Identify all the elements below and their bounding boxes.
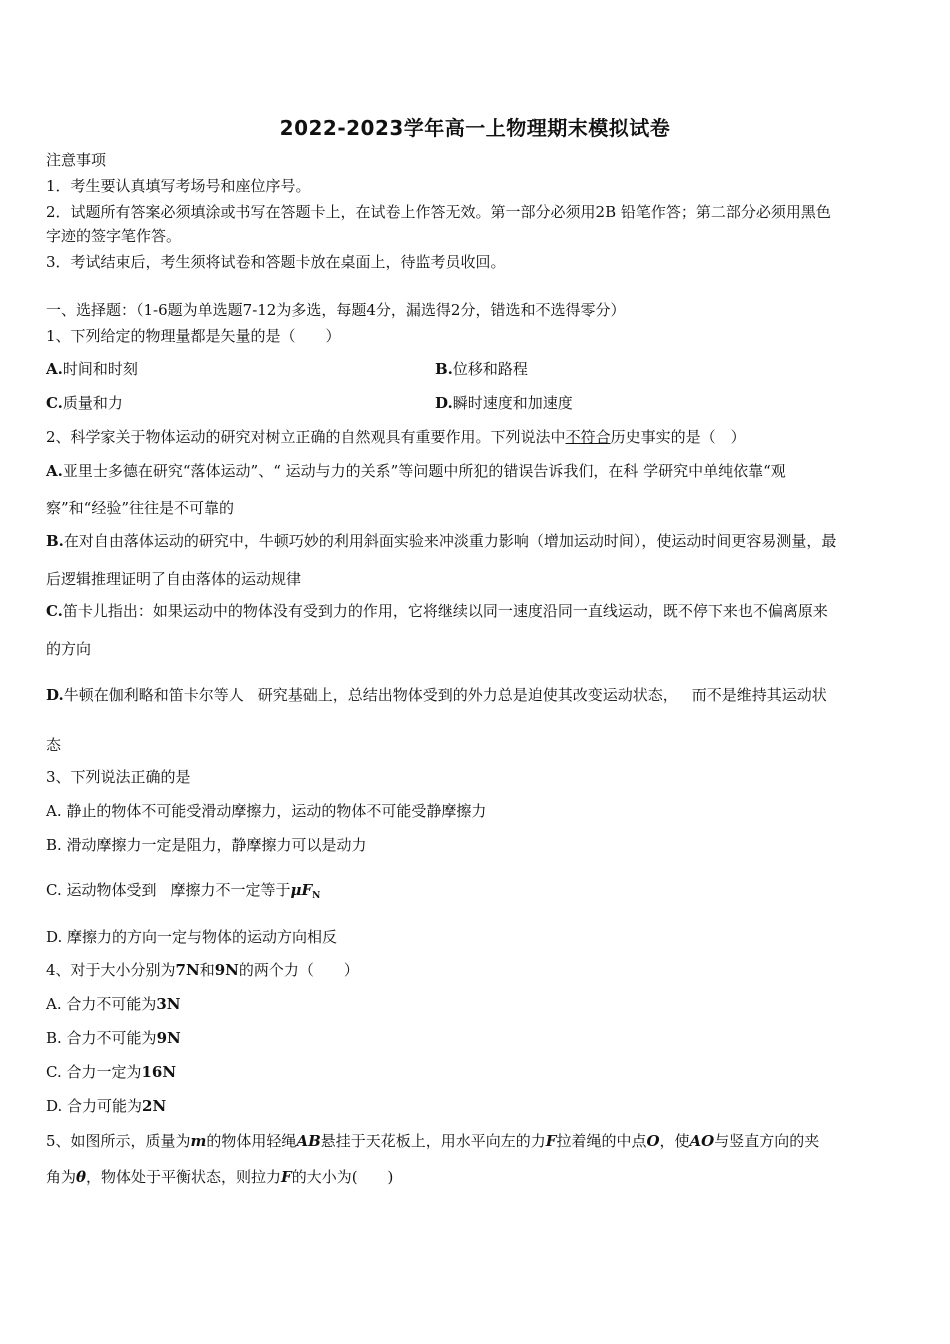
q4-option-c xyxy=(46,1062,908,1082)
q5-text: ，使 xyxy=(659,1132,690,1150)
var-theta: θ xyxy=(76,1168,87,1186)
option-text: 位移和路程 xyxy=(452,360,528,378)
option-text: 笛卡儿指出：如果运动中的物体没有受到力的作用，它将继续以同一速度沿同一直线运动，既不停下来也不偏离原来 xyxy=(62,602,828,620)
option-label: C. xyxy=(46,602,63,620)
option-text: A. 合力不可能为 xyxy=(46,995,157,1013)
option-text: C. 运动物体受到 xyxy=(46,881,157,899)
q2-option-b xyxy=(46,531,908,551)
q2-stem-tail: 历史事实的是（ ） xyxy=(610,428,746,446)
q3-option-b: B. 滑动摩擦力一定是阻力，静摩擦力可以是动力 xyxy=(46,836,367,854)
q2-option-d xyxy=(46,685,908,705)
option-label: C. xyxy=(46,394,63,412)
option-text: 亚里士多德在研究“落体运动”、“ 运动与力的关系”等问题中所犯的错误告诉我们，在科 学研究中单纯依靠“观 xyxy=(62,462,786,480)
q2-option-d-cont: 态 xyxy=(46,736,62,754)
q2-option-a-cont: 察”和“经验”往往是不可靠的 xyxy=(46,499,235,517)
note-item-2: 2．试题所有答案必须填涂或书写在答题卡上，在试卷上作答无效。第一部分必须用2B 铅笔作答；第二部分必须用黑色 xyxy=(46,203,831,221)
q1-option-d xyxy=(435,393,905,413)
option-value: 9N xyxy=(156,1029,181,1047)
option-value: 3N xyxy=(156,995,181,1013)
q3-option-a: A. 静止的物体不可能受滑动摩擦力，运动的物体不可能受静摩擦力 xyxy=(46,802,487,820)
q2-option-b-cont: 后逻辑推理证明了自由落体的运动规律 xyxy=(46,570,302,588)
var-ab: AB xyxy=(296,1132,321,1150)
q4-stem-text: 和 xyxy=(199,961,215,979)
q3-option-d: D. 摩擦力的方向一定与物体的运动方向相反 xyxy=(46,928,338,946)
q2-option-a xyxy=(46,461,908,481)
var-m: m xyxy=(190,1132,207,1150)
q2-option-c-cont: 的方向 xyxy=(46,640,92,658)
q5-text: 悬挂于天花板上，用水平向左的力 xyxy=(320,1132,546,1150)
option-text: 时间和时刻 xyxy=(62,360,138,378)
q5-text: 的物体用轻绳 xyxy=(206,1132,297,1150)
option-text: D. 合力可能为 xyxy=(46,1097,143,1115)
note-item-1: 1．考生要认真填写考场号和座位序号。 xyxy=(46,177,311,195)
q4-option-d xyxy=(46,1096,908,1116)
q1-option-b xyxy=(435,359,905,379)
var-o: O xyxy=(646,1132,660,1150)
var-f: F xyxy=(281,1168,292,1186)
q2-stem xyxy=(46,427,908,447)
q5-text: ，物体处于平衡状态，则拉力 xyxy=(86,1168,282,1186)
option-value: 16N xyxy=(141,1063,177,1081)
q2-option-c xyxy=(46,601,908,621)
option-label: B. xyxy=(435,360,453,378)
q5-text: 拉着绳的中点 xyxy=(556,1132,647,1150)
var-f: F xyxy=(545,1132,557,1150)
notes-heading: 注意事项 xyxy=(46,151,107,169)
formula-mu-f: μF xyxy=(290,881,313,899)
force-value: 9N xyxy=(214,961,239,979)
q5-text: 与竖直方向的夹 xyxy=(714,1132,820,1150)
q5-text: 的大小为( ) xyxy=(291,1168,394,1186)
q4-option-a xyxy=(46,994,908,1014)
q1-stem: 1、下列给定的物理量都是矢量的是（ ） xyxy=(46,327,341,345)
option-text: C. 合力一定为 xyxy=(46,1063,142,1081)
option-label: D. xyxy=(435,394,453,412)
option-text: 牛顿在伽利略和笛卡尔等人 xyxy=(63,686,244,704)
option-label: B. xyxy=(46,532,64,550)
option-text: 瞬时速度和加速度 xyxy=(452,394,573,412)
option-value: 2N xyxy=(142,1097,167,1115)
force-value: 7N xyxy=(175,961,200,979)
q3-stem: 3、下列说法正确的是 xyxy=(46,768,191,786)
note-item-2-cont: 字迹的签字笔作答。 xyxy=(46,227,182,245)
q5-text: 角为 xyxy=(46,1168,77,1186)
option-text: 质量和力 xyxy=(62,394,123,412)
option-label: D. xyxy=(46,686,64,704)
q4-stem-text: 4、对于大小分别为 xyxy=(46,961,176,979)
option-text: 摩擦力不一定等于 xyxy=(170,881,291,899)
option-label: A. xyxy=(46,360,63,378)
option-text: 研究基础上，总结出物体受到的外力总是迫使其改变运动状态， xyxy=(257,686,678,704)
section-heading: 一、选择题：（1-6题为单选题7-12为多选，每题4分，漏选得2分，错选和不选得零分） xyxy=(46,301,626,319)
q3-option-c xyxy=(46,880,908,906)
page-title: 2022-2023学年高一上物理期末模拟试卷 xyxy=(279,116,671,140)
formula-subscript: N xyxy=(312,891,321,901)
q4-stem-text: 的两个力（ ） xyxy=(238,961,359,979)
q2-stem-underlined: 不符合 xyxy=(565,428,611,446)
var-ao: AO xyxy=(689,1132,715,1150)
q5-stem xyxy=(46,1131,908,1151)
note-item-3: 3．考试结束后，考生须将试卷和答题卡放在桌面上，待监考员收回。 xyxy=(46,253,506,271)
option-text: 而不是维持其运动状 xyxy=(691,686,827,704)
q4-option-b xyxy=(46,1028,908,1048)
option-label: A. xyxy=(46,462,63,480)
q2-stem-text: 2、科学家关于物体运动的研究对树立正确的自然观具有重要作用。下列说法中 xyxy=(46,428,566,446)
option-text: B. 合力不可能为 xyxy=(46,1029,157,1047)
option-text: 在对自由落体运动的研究中，牛顿巧妙的利用斜面实验来冲淡重力影响（增加运动时间），使运动时间更容易测量，最 xyxy=(63,532,837,550)
q4-stem xyxy=(46,960,908,980)
q5-text: 5、如图所示，质量为 xyxy=(46,1132,191,1150)
q5-stem-cont xyxy=(46,1167,908,1187)
